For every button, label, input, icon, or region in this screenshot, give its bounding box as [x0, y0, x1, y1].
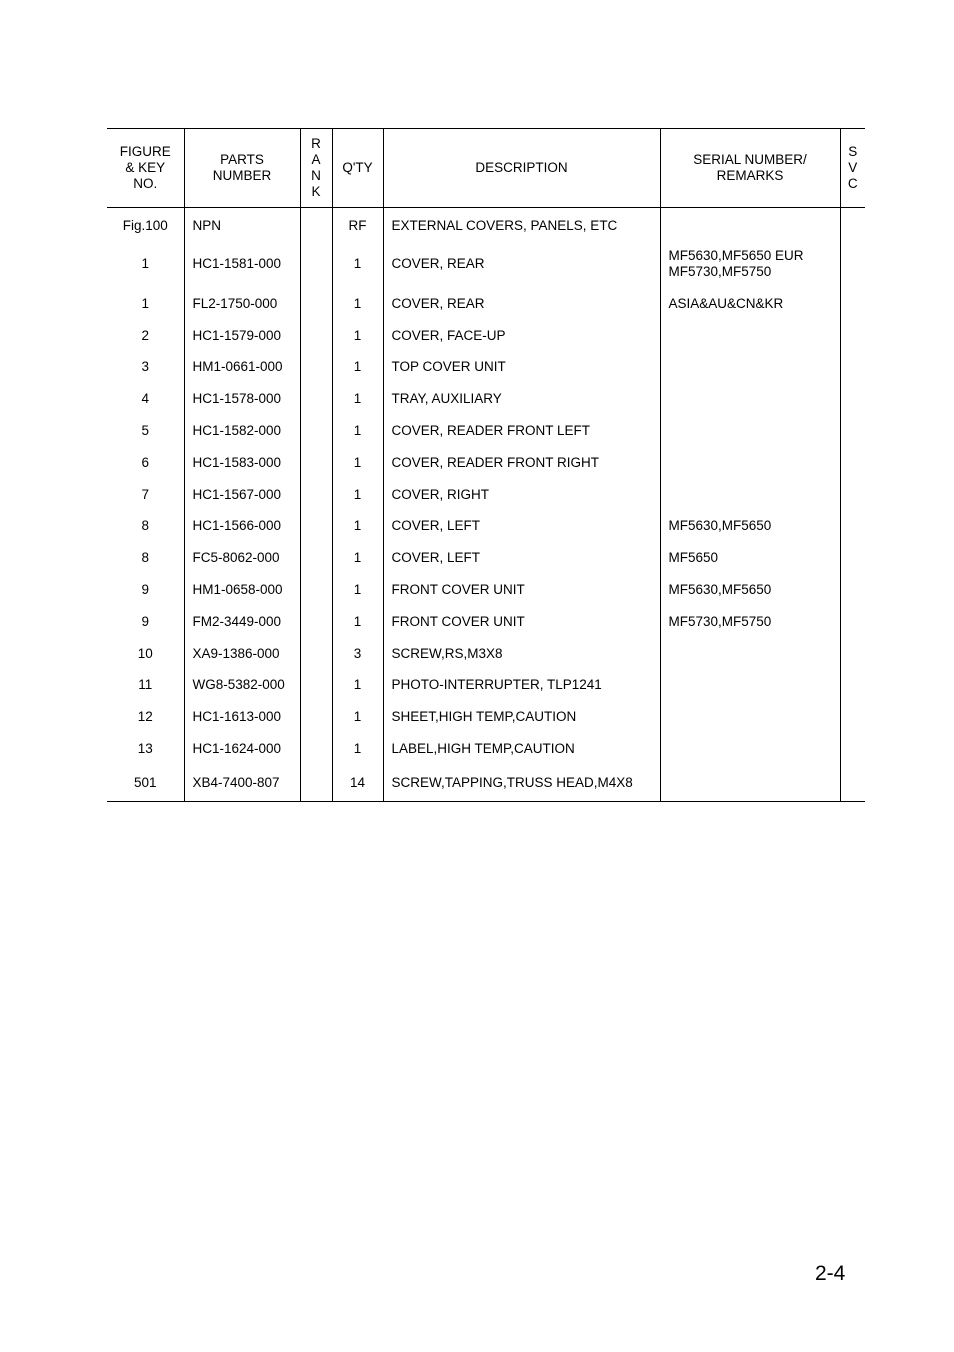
cell-qty: 1	[332, 447, 383, 479]
cell-figure-key: 11	[138, 677, 153, 693]
cell-figure-key: 1	[141, 295, 149, 311]
cell-serial-remarks	[660, 765, 840, 802]
cell-svc	[840, 638, 865, 670]
cell-figure-key: 9	[141, 613, 149, 629]
cell-description: SHEET,HIGH TEMP,CAUTION	[383, 701, 660, 733]
cell-rank	[300, 383, 332, 415]
cell-figure-key: 7	[141, 486, 149, 502]
header-qty: Q'TY	[332, 129, 383, 208]
cell-parts-number: HC1-1624-000	[184, 733, 300, 765]
cell-parts-number: HC1-1583-000	[184, 447, 300, 479]
table-row	[107, 240, 865, 288]
cell-svc	[840, 765, 865, 802]
cell-qty: 1	[332, 352, 383, 384]
cell-rank	[300, 638, 332, 670]
cell-parts-number: WG8-5382-000	[184, 670, 300, 702]
cell-rank	[300, 240, 332, 288]
cell-qty: 1	[332, 415, 383, 447]
cell-description: COVER, REAR	[383, 240, 660, 288]
cell-qty: 1	[332, 383, 383, 415]
cell-rank	[300, 542, 332, 574]
cell-rank	[300, 574, 332, 606]
cell-svc	[840, 352, 865, 384]
table-row	[107, 288, 865, 320]
cell-description: FRONT COVER UNIT	[383, 606, 660, 638]
cell-parts-number: NPN	[184, 208, 300, 241]
cell-figure-key: 2	[141, 327, 149, 343]
cell-parts-number: FC5-8062-000	[184, 542, 300, 574]
cell-parts-number: HC1-1613-000	[184, 701, 300, 733]
cell-serial-remarks	[660, 447, 840, 479]
cell-serial-remarks	[660, 701, 840, 733]
cell-rank	[300, 765, 332, 802]
cell-svc	[840, 320, 865, 352]
cell-description: COVER, READER FRONT LEFT	[383, 415, 660, 447]
cell-serial-remarks	[660, 352, 840, 384]
table-row	[107, 574, 865, 606]
table-body	[107, 208, 865, 802]
cell-serial-remarks	[660, 670, 840, 702]
table-row	[107, 320, 865, 352]
cell-qty: 1	[332, 479, 383, 511]
cell-serial-remarks	[660, 638, 840, 670]
cell-figure-key: 6	[141, 454, 149, 470]
cell-rank	[300, 606, 332, 638]
cell-qty: 1	[332, 574, 383, 606]
cell-svc	[840, 208, 865, 241]
cell-qty: 1	[332, 288, 383, 320]
cell-svc	[840, 288, 865, 320]
cell-serial-remarks	[660, 320, 840, 352]
cell-qty: 1	[332, 511, 383, 543]
header-rank: R A N K	[300, 129, 332, 208]
cell-description: EXTERNAL COVERS, PANELS, ETC	[383, 208, 660, 241]
cell-rank	[300, 320, 332, 352]
cell-parts-number: HC1-1567-000	[184, 479, 300, 511]
cell-svc	[840, 479, 865, 511]
cell-description: COVER, LEFT	[383, 511, 660, 543]
header-parts-number: PARTS NUMBER	[184, 129, 300, 208]
cell-description: LABEL,HIGH TEMP,CAUTION	[383, 733, 660, 765]
cell-parts-number: XA9-1386-000	[184, 638, 300, 670]
cell-parts-number: XB4-7400-807	[184, 765, 300, 802]
header-serial-remarks: SERIAL NUMBER/ REMARKS	[660, 129, 840, 208]
cell-qty: 1	[332, 240, 383, 288]
cell-svc	[840, 415, 865, 447]
cell-qty: 1	[332, 701, 383, 733]
cell-qty: RF	[332, 208, 383, 241]
cell-figure-key: 1	[141, 256, 149, 271]
cell-description: COVER, REAR	[383, 288, 660, 320]
cell-serial-remarks	[660, 479, 840, 511]
cell-serial-remarks: ASIA&AU&CN&KR	[660, 288, 840, 320]
table-row	[107, 479, 865, 511]
cell-rank	[300, 733, 332, 765]
cell-figure-key: 10	[137, 645, 153, 661]
table-row	[107, 670, 865, 702]
cell-svc	[840, 701, 865, 733]
cell-description: SCREW,TAPPING,TRUSS HEAD,M4X8	[383, 765, 660, 802]
cell-svc	[840, 542, 865, 574]
table-row	[107, 208, 865, 241]
cell-serial-remarks: MF5630,MF5650	[660, 574, 840, 606]
cell-svc	[840, 574, 865, 606]
cell-rank	[300, 208, 332, 241]
cell-svc	[840, 670, 865, 702]
table-row	[107, 415, 865, 447]
cell-description: FRONT COVER UNIT	[383, 574, 660, 606]
cell-serial-remarks: MF5650	[660, 542, 840, 574]
cell-rank	[300, 479, 332, 511]
table-row	[107, 352, 865, 384]
cell-parts-number: HC1-1578-000	[184, 383, 300, 415]
cell-serial-remarks: MF5630,MF5650 EUR MF5730,MF5750	[660, 240, 840, 288]
table-row	[107, 638, 865, 670]
table-row	[107, 733, 865, 765]
table-row	[107, 606, 865, 638]
cell-svc	[840, 383, 865, 415]
cell-rank	[300, 511, 332, 543]
cell-rank	[300, 415, 332, 447]
cell-parts-number: HM1-0661-000	[184, 352, 300, 384]
cell-rank	[300, 670, 332, 702]
table-row	[107, 701, 865, 733]
table-row	[107, 383, 865, 415]
cell-qty: 3	[332, 638, 383, 670]
cell-svc	[840, 733, 865, 765]
cell-description: COVER, RIGHT	[383, 479, 660, 511]
cell-rank	[300, 447, 332, 479]
table-row	[107, 511, 865, 543]
header-svc: S V C	[840, 129, 865, 208]
cell-description: PHOTO-INTERRUPTER, TLP1241	[383, 670, 660, 702]
cell-description: SCREW,RS,M3X8	[383, 638, 660, 670]
cell-serial-remarks: MF5730,MF5750	[660, 606, 840, 638]
cell-qty: 1	[332, 733, 383, 765]
cell-parts-number: FM2-3449-000	[184, 606, 300, 638]
cell-serial-remarks: MF5630,MF5650	[660, 511, 840, 543]
header-figure-key-no: FIGURE & KEY NO.	[107, 129, 184, 208]
cell-parts-number: HM1-0658-000	[184, 574, 300, 606]
cell-serial-remarks	[660, 383, 840, 415]
cell-svc	[840, 447, 865, 479]
cell-figure-key: 3	[141, 359, 149, 375]
cell-figure-key: Fig.100	[122, 218, 168, 233]
cell-rank	[300, 701, 332, 733]
cell-description: TRAY, AUXILIARY	[383, 383, 660, 415]
cell-qty: 1	[332, 606, 383, 638]
cell-serial-remarks	[660, 733, 840, 765]
cell-qty: 1	[332, 542, 383, 574]
cell-figure-key: 9	[141, 582, 149, 598]
cell-qty: 1	[332, 320, 383, 352]
cell-figure-key: 12	[137, 709, 153, 725]
cell-description: COVER, LEFT	[383, 542, 660, 574]
cell-parts-number: FL2-1750-000	[184, 288, 300, 320]
cell-svc	[840, 606, 865, 638]
cell-parts-number: HC1-1579-000	[184, 320, 300, 352]
cell-figure-key: 5	[141, 423, 149, 439]
cell-description: COVER, FACE-UP	[383, 320, 660, 352]
cell-qty: 1	[332, 670, 383, 702]
table-header-row	[107, 129, 865, 208]
table-row	[107, 447, 865, 479]
cell-serial-remarks	[660, 415, 840, 447]
cell-parts-number: HC1-1581-000	[184, 240, 300, 288]
parts-table	[107, 128, 865, 802]
header-description: DESCRIPTION	[383, 129, 660, 208]
cell-figure-key: 8	[141, 550, 149, 566]
cell-figure-key: 13	[137, 741, 153, 757]
page-number: 2-4	[815, 1262, 846, 1285]
cell-figure-key: 4	[141, 391, 149, 407]
cell-description: COVER, READER FRONT RIGHT	[383, 447, 660, 479]
cell-rank	[300, 352, 332, 384]
table-row	[107, 765, 865, 802]
cell-qty: 14	[332, 765, 383, 802]
cell-serial-remarks	[660, 208, 840, 241]
cell-svc	[840, 511, 865, 543]
cell-description: TOP COVER UNIT	[383, 352, 660, 384]
cell-figure-key: 501	[107, 765, 184, 802]
cell-svc	[840, 240, 865, 288]
cell-rank	[300, 288, 332, 320]
cell-figure-key: 8	[141, 518, 149, 534]
cell-parts-number: HC1-1582-000	[184, 415, 300, 447]
table-row	[107, 542, 865, 574]
cell-parts-number: HC1-1566-000	[184, 511, 300, 543]
